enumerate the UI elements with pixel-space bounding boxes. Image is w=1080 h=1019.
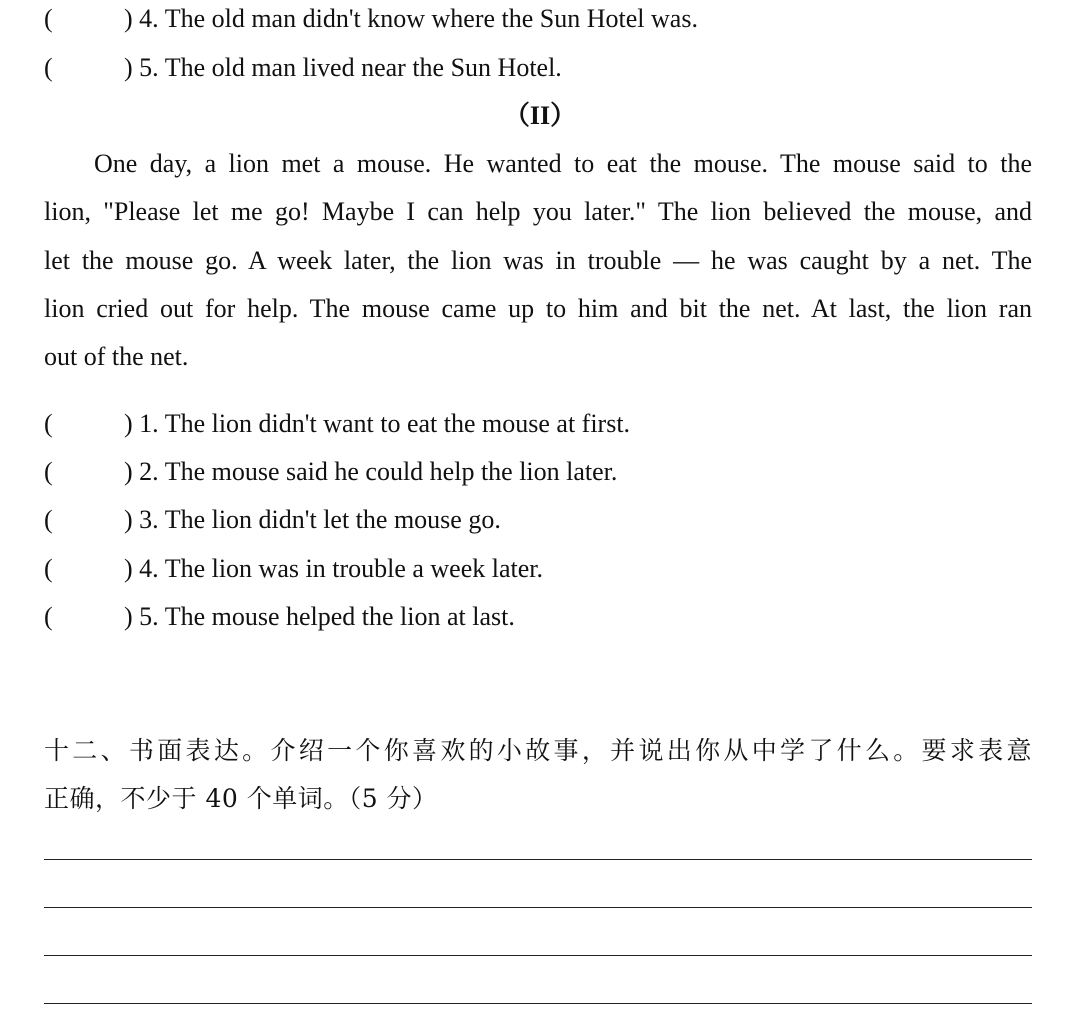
question-text: ) 3. The lion didn't let the mouse go.: [124, 505, 501, 534]
question-item-part2-3: [44, 505, 501, 535]
answer-blank[interactable]: (: [44, 602, 53, 631]
question-item-part2-2: [44, 457, 617, 487]
question-item-part1-4: [44, 4, 698, 34]
question-item-part2-5: [44, 602, 515, 632]
question-text: ) 5. The old man lived near the Sun Hotel.: [124, 53, 562, 82]
question-text: ) 5. The mouse helped the lion at last.: [124, 602, 515, 631]
answer-blank[interactable]: (: [44, 4, 53, 33]
question-text: ) 4. The lion was in trouble a week later.: [124, 554, 544, 583]
passage-line: out of the net.: [44, 342, 189, 371]
writing-line[interactable]: [44, 955, 1032, 956]
passage-line: One day, a lion met a mouse. He wanted to eat the mouse. The mouse said to the: [94, 149, 1032, 178]
answer-blank[interactable]: (: [44, 505, 53, 534]
passage-line: lion cried out for help. The mouse came up to him and bit the net. At last, the lion ran: [44, 294, 1032, 323]
question-item-part2-4: [44, 554, 543, 584]
writing-line[interactable]: [44, 907, 1032, 908]
passage-line: let the mouse go. A week later, the lion was in trouble — he was caught by a net. The: [44, 246, 1032, 275]
answer-blank[interactable]: (: [44, 457, 53, 486]
writing-line[interactable]: [44, 859, 1032, 860]
passage-line: lion, "Please let me go! Maybe I can help you later." The lion believed the mouse, and: [44, 197, 1032, 226]
answer-blank[interactable]: (: [44, 409, 53, 438]
question-text: ) 1. The lion didn't want to eat the mouse at first.: [124, 409, 631, 438]
answer-blank[interactable]: (: [44, 53, 53, 82]
answer-blank[interactable]: (: [44, 554, 53, 583]
section-title-part2: （II）: [503, 101, 577, 130]
writing-instruction-line: 十二、书面表达。介绍一个你喜欢的小故事，并说出你从中学了什么。要求表意: [44, 736, 1032, 765]
question-text: ) 4. The old man didn't know where the Sun Hotel was.: [124, 4, 698, 33]
question-item-part1-5: [44, 53, 562, 83]
writing-line[interactable]: [44, 1003, 1032, 1004]
writing-instruction-line: 正确，不少于 40 个单词。（5 分）: [44, 784, 438, 813]
question-text: ) 2. The mouse said he could help the lion later.: [124, 457, 618, 486]
question-item-part2-1: [44, 409, 630, 439]
